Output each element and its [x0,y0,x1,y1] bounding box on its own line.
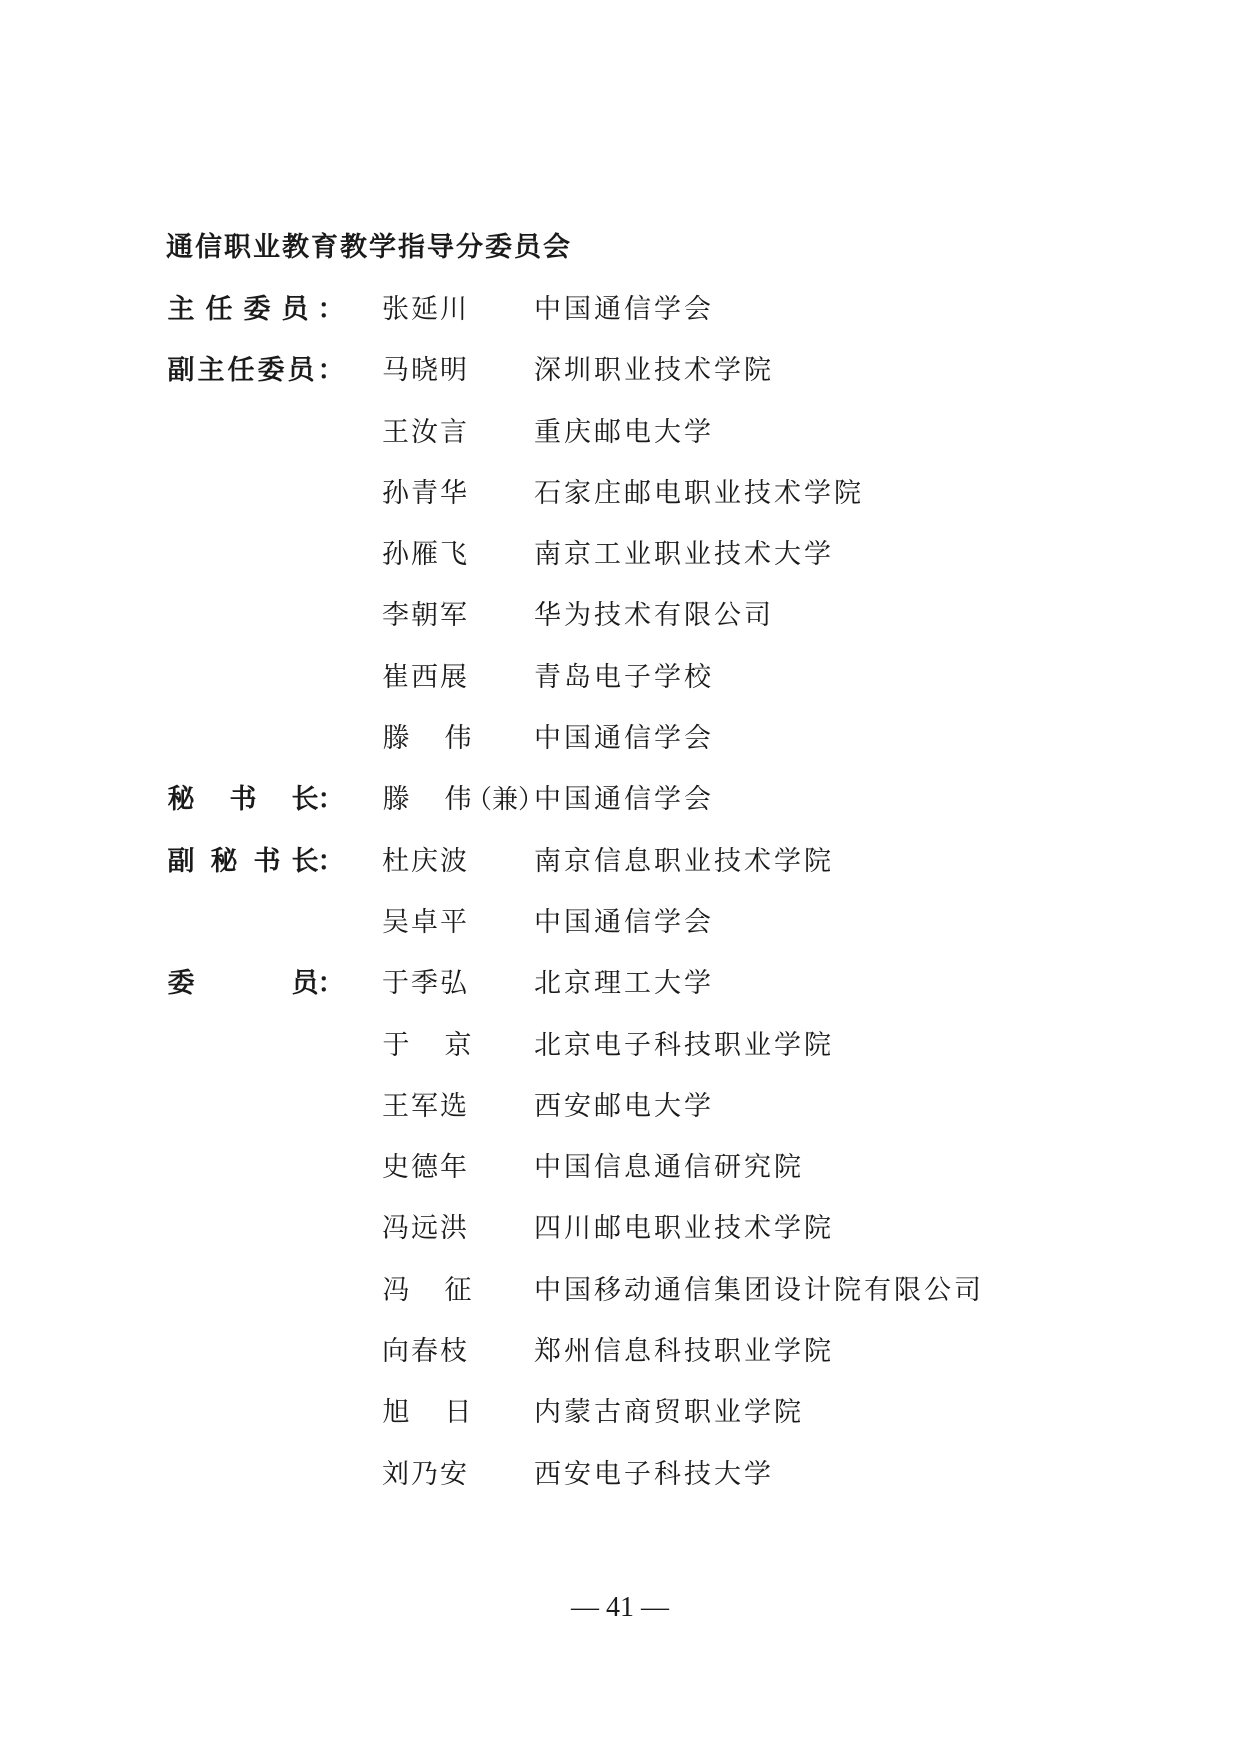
member-organization: 四川邮电职业技术学院 [534,1213,834,1245]
role-colon: ： [317,845,345,877]
member-organization: 北京电子科技职业学院 [534,1029,834,1061]
list-row [166,1209,1066,1270]
concurrent-note: （兼） [466,785,545,816]
member-name: 杜庆波 [382,845,469,877]
member-name: 李朝军 [382,600,469,632]
member-organization: 北京理工大学 [534,968,714,1000]
member-name: 崔西展 [382,661,469,693]
role-char: 书 [253,845,281,877]
role-char: 副 [167,355,195,387]
name-char: 日 [444,1397,474,1429]
member-name: 向春枝 [382,1336,469,1368]
role-char: 秘 [210,845,238,877]
role-char: 员 [291,968,319,1000]
list-row [166,780,1066,841]
role-char: 员 [287,355,315,387]
list-row [166,413,1066,474]
list-row [166,658,1066,719]
member-organization: 中国通信学会 [534,906,714,938]
role-char: 委 [257,355,285,387]
role-char: 长 [291,845,319,877]
member-organization: 中国通信学会 [534,294,714,325]
member-name: 孙雁飞 [382,539,469,571]
role-char: 任 [205,294,233,325]
list-row [166,474,1066,535]
list-row [166,535,1066,596]
member-organization: 华为技术有限公司 [534,600,774,632]
role-colon: ： [317,355,345,387]
name-char: 京 [444,1029,474,1061]
role-colon: ： [317,784,345,816]
role-char: 任 [227,355,255,387]
list-row [166,1455,1066,1516]
list-row [166,719,1066,780]
role-char: 书 [229,784,257,816]
member-name: 于季弘 [382,968,469,1000]
role-char: 主 [167,294,195,325]
list-row [166,964,1066,1025]
member-organization: 中国移动通信集团设计院有限公司 [534,1274,984,1306]
name-char: 伟 [444,723,474,755]
role-colon: ： [317,968,345,1000]
list-row [166,351,1066,412]
role-char: 员 [281,294,309,325]
member-name: 王军选 [382,1090,469,1122]
list-row [166,842,1066,903]
member-organization: 石家庄邮电职业技术学院 [534,477,864,509]
list-row [166,1332,1066,1393]
role-char: 委 [167,968,195,1000]
role-char: 副 [167,845,195,877]
name-char: 滕 [382,784,412,816]
member-name: 史德年 [382,1152,469,1184]
member-organization: 南京信息职业技术学院 [534,845,834,877]
member-name: 冯远洪 [382,1213,469,1245]
list-row [166,290,1066,351]
member-organization: 西安邮电大学 [534,1090,714,1122]
member-organization: 西安电子科技大学 [534,1458,774,1490]
member-name: 吴卓平 [382,906,469,938]
member-organization: 青岛电子学校 [534,661,714,693]
member-organization: 重庆邮电大学 [534,416,714,448]
member-name: 刘乃安 [382,1458,469,1490]
role-colon: ： [317,294,345,325]
member-name: 张延川 [382,294,469,325]
member-organization: 南京工业职业技术大学 [534,539,834,571]
list-row [166,1148,1066,1209]
role-char: 主 [197,355,225,387]
role-char: 长 [291,784,319,816]
list-row [166,1087,1066,1148]
name-char: 征 [444,1274,474,1306]
role-char: 秘 [167,784,195,816]
member-organization: 郑州信息科技职业学院 [534,1336,834,1368]
member-organization: 中国通信学会 [534,784,714,816]
member-name: 马晓明 [382,355,469,387]
member-name: 孙青华 [382,477,469,509]
member-organization: 中国通信学会 [534,723,714,755]
name-char: 冯 [382,1274,412,1306]
name-char: 滕 [382,723,412,755]
list-row [166,903,1066,964]
list-row [166,1393,1066,1454]
member-organization: 深圳职业技术学院 [534,355,774,387]
member-name: 王汝言 [382,416,469,448]
member-organization: 中国信息通信研究院 [534,1152,804,1184]
name-char: 旭 [382,1397,412,1429]
committee-heading: 通信职业教育教学指导分委员会 [166,232,572,263]
member-organization: 内蒙古商贸职业学院 [534,1397,804,1429]
role-char: 委 [243,294,271,325]
list-row [166,596,1066,657]
name-char: 于 [382,1029,412,1061]
list-row [166,1271,1066,1332]
member-list [166,290,1066,1516]
page-number: — 41 — [571,1592,669,1623]
list-row [166,1026,1066,1087]
name-char: 伟 [444,784,474,816]
